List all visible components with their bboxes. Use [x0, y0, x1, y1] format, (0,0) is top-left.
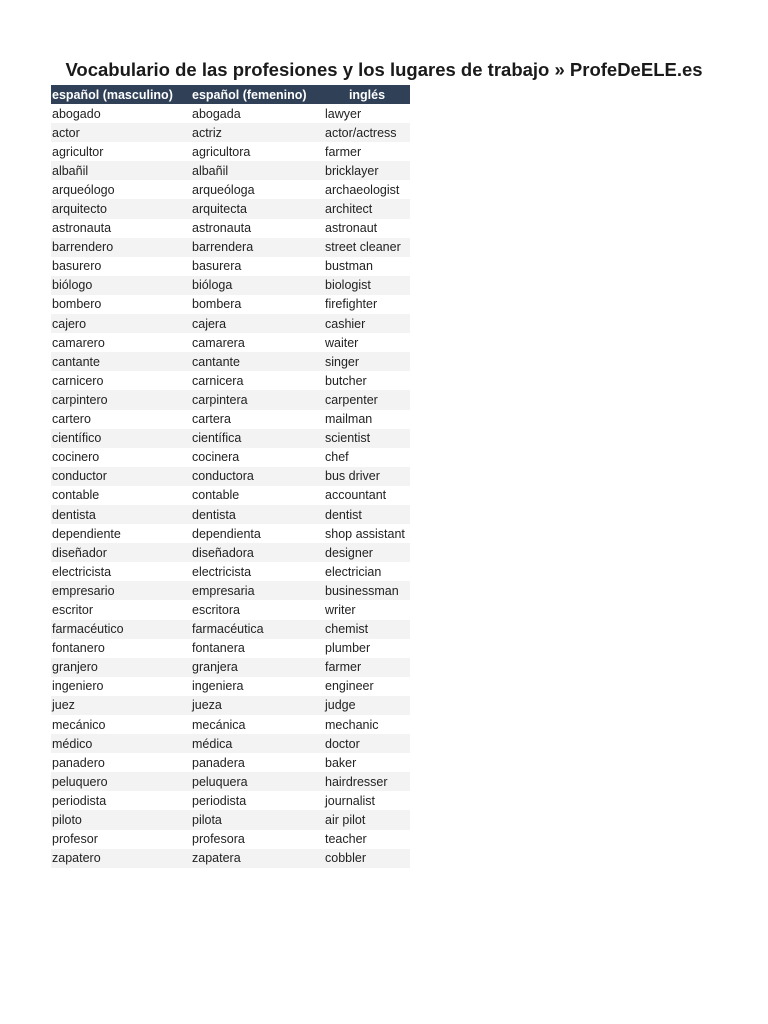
cell-spanish-feminine: barrendera: [191, 238, 324, 257]
cell-spanish-masculine: dentista: [51, 505, 191, 524]
table-body: [51, 104, 410, 868]
cell-spanish-masculine: bombero: [52, 297, 102, 312]
cell-spanish-feminine: carnicera: [192, 373, 244, 388]
cell-spanish-feminine: cantante: [191, 352, 324, 371]
cell-spanish-feminine: bombera: [192, 297, 242, 312]
cell-spanish-feminine: diseñadora: [191, 543, 324, 562]
cell-english: plumber: [325, 641, 371, 656]
cell-english: engineer: [325, 679, 374, 694]
table-row: [51, 562, 410, 581]
cell-spanish-masculine: arquitecto: [51, 199, 191, 218]
table-row: [51, 180, 410, 199]
cell-spanish-feminine: fontanera: [192, 641, 245, 656]
cell-spanish-feminine: médica: [191, 734, 324, 753]
cell-spanish-masculine: diseñador: [51, 543, 191, 562]
cell-spanish-masculine: cartero: [52, 412, 91, 427]
cell-english: carpenter: [324, 390, 410, 409]
cell-spanish-feminine: farmacéutica: [191, 620, 324, 639]
cell-english: doctor: [324, 734, 410, 753]
cell-spanish-feminine: empresaria: [191, 581, 324, 600]
cell-spanish-masculine: contable: [52, 488, 100, 503]
cell-spanish-masculine: carpintero: [51, 390, 191, 409]
cell-spanish-masculine: científico: [51, 429, 191, 448]
cell-spanish-feminine: camarera: [192, 335, 245, 350]
cell-spanish-masculine: granjero: [51, 658, 191, 677]
table-row: [51, 810, 410, 829]
cell-english: designer: [324, 543, 410, 562]
cell-english: dentist: [324, 505, 410, 524]
cell-english: butcher: [325, 373, 367, 388]
cell-english: farmer: [324, 658, 410, 677]
cell-spanish-masculine: mecánico: [52, 717, 106, 732]
table-row: [51, 581, 410, 600]
cell-english: mechanic: [325, 717, 379, 732]
table-row: [51, 677, 410, 696]
cell-english: archaeologist: [325, 182, 400, 197]
table-row: [51, 161, 410, 180]
cell-spanish-masculine: abogado: [52, 106, 101, 121]
cell-spanish-feminine: jueza: [191, 696, 324, 715]
cell-english: scientist: [324, 429, 410, 448]
cell-spanish-feminine: pilota: [191, 810, 324, 829]
cell-spanish-feminine: científica: [191, 429, 324, 448]
table-row: [51, 314, 410, 333]
cell-english: astronaut: [325, 221, 378, 236]
cell-english: electrician: [325, 564, 382, 579]
table-row: [51, 524, 410, 543]
cell-english: actor/actress: [324, 123, 410, 142]
cell-spanish-feminine: panadera: [192, 755, 245, 770]
cell-spanish-masculine: camarero: [52, 335, 105, 350]
cell-english: bus driver: [324, 467, 410, 486]
table-row: [51, 448, 410, 467]
cell-spanish-feminine: albañil: [191, 161, 324, 180]
header-row: [51, 85, 410, 104]
cell-spanish-feminine: cajera: [191, 314, 324, 333]
cell-english: waiter: [325, 335, 359, 350]
cell-spanish-feminine: dependienta: [192, 526, 261, 541]
table-row: [51, 142, 410, 161]
table-row: [51, 696, 410, 715]
cell-english: chemist: [324, 620, 410, 639]
cell-spanish-feminine: conductora: [191, 467, 324, 486]
cell-spanish-masculine: biólogo: [51, 276, 191, 295]
cell-spanish-feminine: basurera: [192, 259, 242, 274]
vocabulary-table: [51, 85, 410, 868]
table-row: [51, 620, 410, 639]
cell-spanish-feminine: periodista: [192, 793, 247, 808]
cell-spanish-feminine: arqueóloga: [192, 182, 255, 197]
cell-english: mailman: [325, 412, 373, 427]
table-row: [51, 410, 410, 429]
cell-english: street cleaner: [324, 238, 410, 257]
cell-english: chef: [325, 450, 349, 465]
cell-spanish-feminine: cartera: [192, 412, 231, 427]
cell-spanish-masculine: periodista: [52, 793, 107, 808]
cell-spanish-feminine: granjera: [191, 658, 324, 677]
table-row: [51, 830, 410, 849]
cell-spanish-masculine: panadero: [52, 755, 105, 770]
cell-english: architect: [324, 199, 410, 218]
cell-spanish-masculine: electricista: [52, 564, 112, 579]
cell-english: cashier: [324, 314, 410, 333]
cell-english: air pilot: [324, 810, 410, 829]
cell-spanish-masculine: dependiente: [52, 526, 121, 541]
cell-english: farmer: [325, 144, 362, 159]
cell-english: journalist: [325, 793, 376, 808]
table-row: [51, 505, 410, 524]
table-header: [51, 85, 410, 104]
cell-spanish-masculine: farmacéutico: [51, 620, 191, 639]
cell-spanish-feminine: electricista: [192, 564, 252, 579]
cell-spanish-masculine: médico: [51, 734, 191, 753]
cell-spanish-feminine: mecánica: [192, 717, 246, 732]
table-row: [51, 429, 410, 448]
cell-english: judge: [324, 696, 410, 715]
table-row: [51, 486, 410, 505]
table-row: [51, 753, 410, 772]
cell-spanish-feminine: actriz: [191, 123, 324, 142]
table-row: [51, 715, 410, 734]
cell-spanish-masculine: profesor: [52, 832, 98, 847]
cell-spanish-masculine: astronauta: [52, 221, 112, 236]
table-row: [51, 791, 410, 810]
cell-spanish-masculine: actor: [51, 123, 191, 142]
cell-english: businessman: [324, 581, 410, 600]
table-row: [51, 352, 410, 371]
table-row: [51, 390, 410, 409]
table-row: [51, 734, 410, 753]
table-row: [51, 123, 410, 142]
cell-spanish-feminine: zapatera: [191, 849, 324, 868]
cell-spanish-feminine: abogada: [192, 106, 241, 121]
table-row: [51, 600, 410, 619]
cell-spanish-masculine: conductor: [51, 467, 191, 486]
cell-spanish-masculine: piloto: [51, 810, 191, 829]
table-row: [51, 276, 410, 295]
cell-spanish-feminine: escritora: [192, 602, 240, 617]
cell-spanish-masculine: fontanero: [52, 641, 105, 656]
cell-english: shop assistant: [325, 526, 405, 541]
cell-english: singer: [324, 352, 410, 371]
cell-english: bustman: [325, 259, 373, 274]
table-row: [51, 199, 410, 218]
cell-english: bricklayer: [324, 161, 410, 180]
table-row: [51, 772, 410, 791]
cell-spanish-feminine: ingeniera: [192, 679, 244, 694]
cell-english: firefighter: [325, 297, 378, 312]
cell-english: baker: [325, 755, 357, 770]
cell-english: biologist: [324, 276, 410, 295]
cell-spanish-masculine: arqueólogo: [52, 182, 115, 197]
cell-spanish-masculine: cajero: [51, 314, 191, 333]
cell-english: lawyer: [325, 106, 362, 121]
table-row: [51, 849, 410, 868]
column-header-spanish-masculine: español (masculino): [51, 85, 191, 104]
cell-spanish-feminine: agricultora: [192, 144, 251, 159]
table-row: [51, 104, 410, 123]
cell-spanish-feminine: astronauta: [192, 221, 252, 236]
cell-english: writer: [325, 602, 356, 617]
table-row: [51, 238, 410, 257]
page-title: Vocabulario de las profesiones y los lugares de trabajo » ProfeDeELE.es: [65, 59, 703, 81]
cell-spanish-masculine: peluquero: [51, 772, 191, 791]
cell-spanish-masculine: basurero: [52, 259, 102, 274]
cell-spanish-feminine: carpintera: [191, 390, 324, 409]
table-row: [51, 295, 410, 314]
column-header-spanish-feminine: español (femenino): [191, 85, 324, 104]
table-row: [51, 371, 410, 390]
cell-spanish-masculine: juez: [51, 696, 191, 715]
cell-spanish-masculine: zapatero: [51, 849, 191, 868]
cell-spanish-masculine: albañil: [51, 161, 191, 180]
cell-spanish-feminine: contable: [192, 488, 240, 503]
cell-spanish-masculine: cantante: [51, 352, 191, 371]
cell-spanish-feminine: dentista: [191, 505, 324, 524]
cell-spanish-feminine: bióloga: [191, 276, 324, 295]
cell-english: cobbler: [324, 849, 410, 868]
cell-english: hairdresser: [324, 772, 410, 791]
column-header-english: inglés: [324, 85, 410, 104]
cell-spanish-masculine: cocinero: [52, 450, 100, 465]
table-row: [51, 219, 410, 238]
cell-english: teacher: [325, 832, 367, 847]
table-row: [51, 467, 410, 486]
cell-spanish-masculine: carnicero: [52, 373, 104, 388]
table-row: [51, 333, 410, 352]
cell-spanish-masculine: ingeniero: [52, 679, 104, 694]
cell-spanish-masculine: agricultor: [52, 144, 104, 159]
cell-english: accountant: [325, 488, 387, 503]
cell-spanish-feminine: profesora: [192, 832, 245, 847]
cell-spanish-feminine: peluquera: [191, 772, 324, 791]
table-row: [51, 543, 410, 562]
cell-spanish-feminine: cocinera: [192, 450, 240, 465]
table-row: [51, 257, 410, 276]
cell-spanish-masculine: empresario: [51, 581, 191, 600]
table-row: [51, 639, 410, 658]
cell-spanish-masculine: escritor: [52, 602, 93, 617]
cell-spanish-masculine: barrendero: [51, 238, 191, 257]
cell-spanish-feminine: arquitecta: [191, 199, 324, 218]
table-row: [51, 658, 410, 677]
